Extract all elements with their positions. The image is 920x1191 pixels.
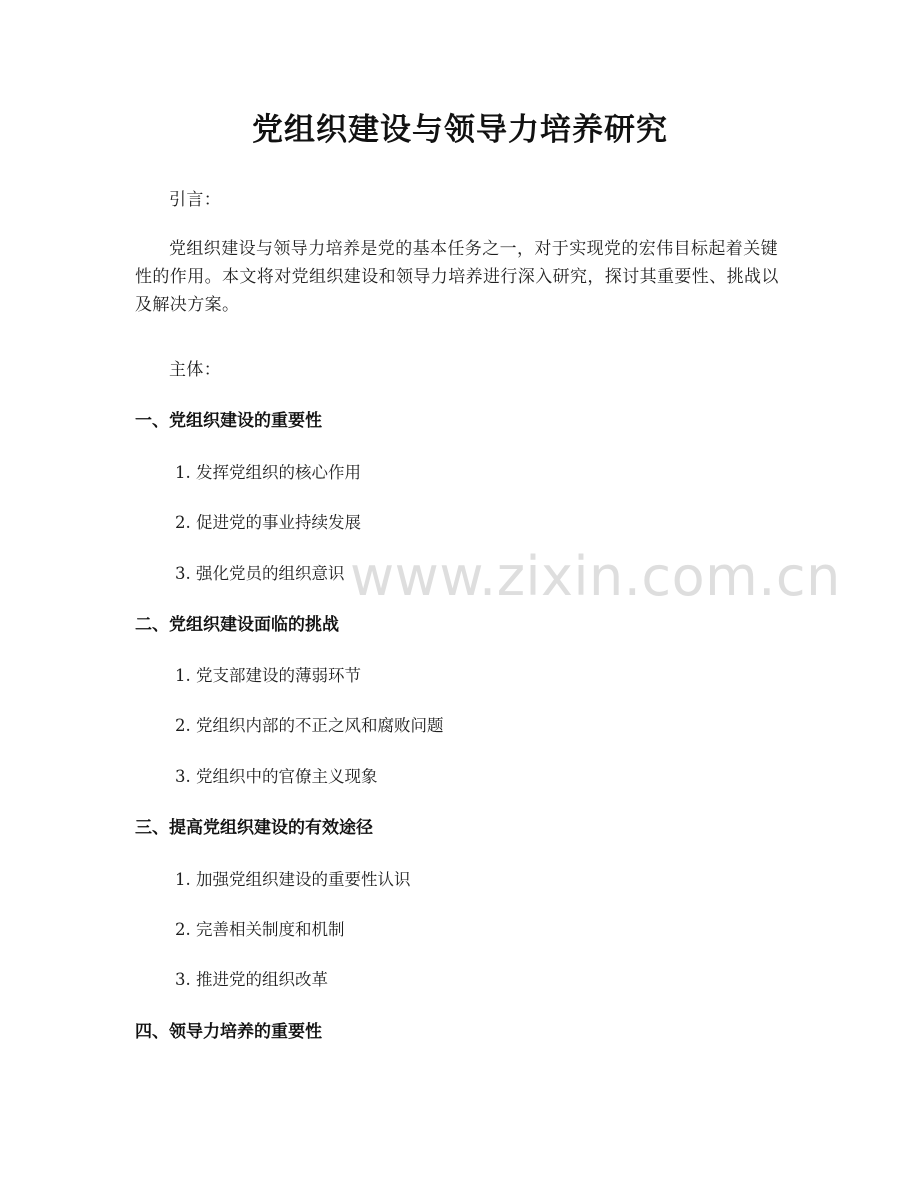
list-item: 1. 加强党组织建设的重要性认识	[175, 870, 411, 889]
section-heading: 一、党组织建设的重要性	[135, 411, 322, 431]
intro-paragraph: 党组织建设与领导力培养是党的基本任务之一，对于实现党的宏伟目标起着关键性的作用。本文将对党组织建设和领导力培养进行深入研究，探讨其重要性、挑战以及解决方案。	[135, 239, 779, 315]
document-title: 党组织建设与领导力培养研究	[252, 112, 668, 148]
watermark: www.zixin.com.cn	[350, 545, 841, 608]
body-label: 主体：	[169, 360, 222, 380]
list-item: 3. 党组织中的官僚主义现象	[175, 767, 378, 786]
list-item: 2. 促进党的事业持续发展	[175, 513, 361, 532]
list-item: 1. 党支部建设的薄弱环节	[175, 666, 361, 685]
list-item: 2. 党组织内部的不正之风和腐败问题	[175, 716, 444, 735]
list-item: 1. 发挥党组织的核心作用	[175, 463, 361, 482]
section-heading: 四、领导力培养的重要性	[135, 1022, 322, 1042]
section-heading: 三、提高党组织建设的有效途径	[135, 818, 373, 838]
intro-label: 引言：	[169, 190, 222, 210]
list-item: 2. 完善相关制度和机制	[175, 920, 345, 939]
section-heading: 二、党组织建设面临的挑战	[135, 615, 339, 635]
list-item: 3. 推进党的组织改革	[175, 970, 328, 989]
list-item: 3. 强化党员的组织意识	[175, 564, 345, 583]
